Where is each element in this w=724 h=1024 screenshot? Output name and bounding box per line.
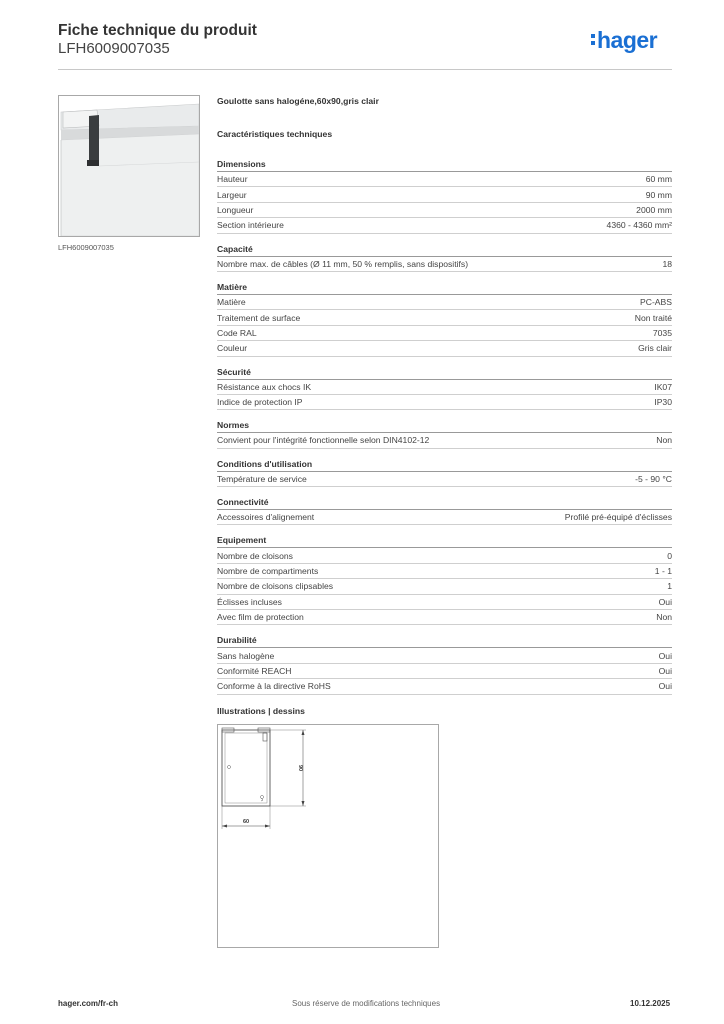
spec-label: Nombre de cloisons [217, 550, 293, 561]
spec-section [217, 414, 672, 448]
spec-section [217, 629, 672, 694]
drawing-height-label: 90 [297, 764, 303, 772]
spec-value: PC-ABS [640, 297, 672, 308]
spec-label: Résistance aux chocs IK [217, 381, 312, 392]
spec-value: 2000 mm [636, 204, 672, 215]
spec-row [217, 187, 672, 202]
spec-row [217, 310, 672, 325]
spec-value: Profilé pré-équipé d'éclisses [564, 512, 672, 523]
spec-value: 1 - 1 [654, 566, 672, 577]
spec-section [217, 153, 672, 234]
spec-value: 7035 [652, 327, 672, 338]
spec-label: Conformité REACH [217, 666, 292, 676]
spec-label: Matière [217, 297, 246, 308]
product-code: LFH6009007035 [58, 40, 170, 57]
spec-label: Largeur [217, 189, 247, 200]
section-heading: Matière [217, 276, 672, 295]
spec-row [217, 595, 672, 610]
technical-drawing [217, 724, 439, 948]
spec-value: Non [656, 435, 672, 446]
spec-section [217, 491, 672, 525]
drawing-width-label: 60 [242, 819, 250, 825]
spec-row [217, 326, 672, 341]
spec-value: Non [656, 612, 672, 623]
footer-disclaimer: Sous réserve de modifications techniques [292, 999, 441, 1008]
header-divider [58, 69, 672, 70]
spec-section [217, 238, 672, 272]
spec-value: IK07 [654, 381, 672, 392]
spec-section [217, 361, 672, 411]
section-heading: Durabilité [217, 629, 672, 648]
spec-label: Hauteur [217, 174, 248, 185]
spec-row [217, 610, 672, 625]
footer-date: 10.12.2025 [630, 999, 671, 1008]
spec-row [217, 564, 672, 579]
spec-content [217, 96, 672, 695]
section-heading: Capacité [217, 238, 672, 257]
section-heading: Equipement [217, 529, 672, 548]
spec-label: Section intérieure [217, 220, 284, 231]
spec-row [217, 579, 672, 594]
spec-value: Gris clair [638, 343, 672, 354]
spec-row [217, 203, 672, 218]
spec-label: Sans halogène [217, 650, 275, 661]
spec-value: Non traité [634, 312, 672, 323]
product-image [58, 95, 200, 237]
spec-row [217, 679, 672, 694]
spec-label: Nombre de compartiments [217, 566, 319, 577]
spec-label: Température de service [217, 473, 307, 484]
spec-value: Oui [658, 681, 672, 692]
product-name: Goulotte sans halogéne,60x90,gris clair [217, 96, 379, 106]
spec-row [217, 295, 672, 310]
spec-row [217, 341, 672, 356]
image-caption: LFH6009007035 [58, 243, 114, 252]
spec-row [217, 395, 672, 410]
section-heading: Connectivité [217, 491, 672, 510]
spec-row [217, 648, 672, 663]
spec-label: Avec film de protection [217, 612, 304, 623]
spec-value: Oui [658, 596, 672, 607]
spec-value: 4360 - 4360 mm² [606, 220, 672, 231]
spec-label: Convient pour l'intégrité fonctionnelle selon DIN4102-12 [217, 435, 430, 446]
spec-value: 18 [662, 258, 672, 269]
spec-label: Nombre de cloisons clipsables [217, 581, 334, 592]
spec-title: Caractéristiques techniques [217, 129, 333, 139]
spec-label: Éclisses incluses [217, 596, 282, 607]
spec-section [217, 453, 672, 487]
spec-value: 0 [667, 550, 672, 561]
spec-row [217, 257, 672, 272]
spec-section [217, 529, 672, 625]
spec-label: Nombre max. de câbles (Ø 11 mm, 50 % remplis, sans dispositifs) [217, 258, 469, 269]
spec-sections [217, 153, 672, 695]
illustrations-title: Illustrations | dessins [217, 706, 305, 716]
spec-value: Oui [658, 650, 672, 661]
section-heading: Conditions d'utilisation [217, 453, 672, 472]
spec-value: Oui [658, 666, 672, 676]
spec-value: -5 - 90 °C [635, 473, 672, 484]
cross-section-drawing [218, 725, 438, 947]
brand-logo[interactable] [591, 29, 657, 52]
section-heading: Dimensions [217, 153, 672, 172]
spec-value: 90 mm [645, 189, 672, 200]
section-heading: Normes [217, 414, 672, 433]
section-heading: Sécurité [217, 361, 672, 380]
spec-section [217, 276, 672, 357]
spec-label: Longueur [217, 204, 254, 215]
spec-label: Accessoires d'alignement [217, 512, 315, 523]
spec-label: Code RAL [217, 327, 257, 338]
spec-value: 60 mm [645, 174, 672, 185]
spec-label: Indice de protection IP [217, 397, 303, 408]
spec-value: 1 [667, 581, 672, 592]
logo-dots-icon [591, 34, 596, 48]
spec-row [217, 548, 672, 563]
spec-row [217, 664, 672, 679]
spec-row [217, 172, 672, 187]
footer-website[interactable]: hager.com/fr-ch [58, 999, 119, 1008]
page-title: Fiche technique du produit [58, 22, 257, 39]
brand-name: hager [597, 27, 658, 53]
spec-row [217, 380, 672, 395]
spec-row [217, 472, 672, 487]
spec-value: IP30 [654, 397, 672, 408]
spec-label: Couleur [217, 343, 248, 354]
spec-row [217, 218, 672, 233]
spec-label: Conforme à la directive RoHS [217, 681, 331, 692]
cable-duct-image [59, 96, 199, 236]
spec-row [217, 433, 672, 448]
spec-row [217, 510, 672, 525]
spec-label: Traitement de surface [217, 312, 301, 323]
